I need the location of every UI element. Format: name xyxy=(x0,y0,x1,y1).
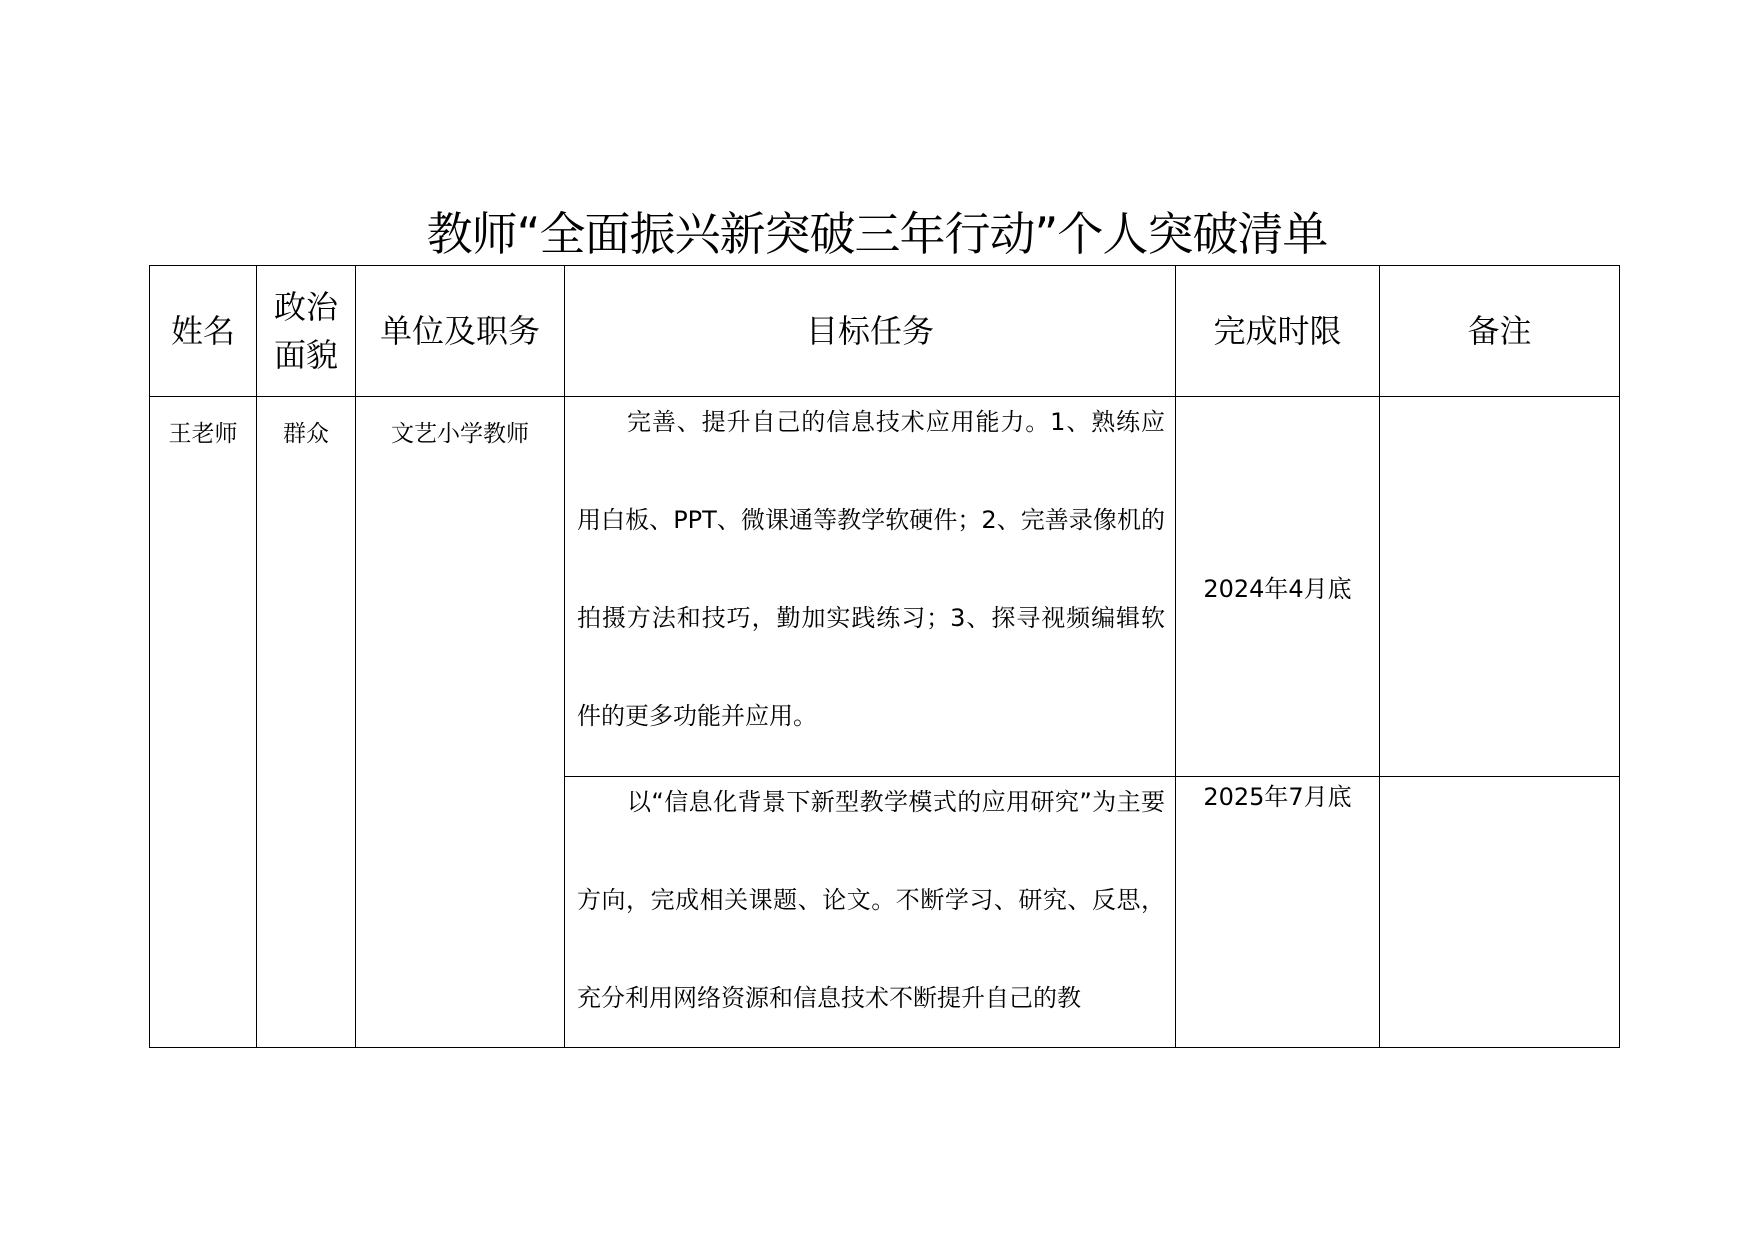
task-cell xyxy=(565,397,1176,777)
person-name-cell xyxy=(150,397,257,1048)
header-political-line1: 政治 xyxy=(273,288,338,326)
deadline-cell: 2024年4月底 xyxy=(1176,397,1380,777)
deadline-cell: 2025年7月底 xyxy=(1176,777,1380,1048)
unit-position-cell xyxy=(356,397,565,1048)
political-status: 群众 xyxy=(283,421,329,447)
document-title: 教师“全面振兴新突破三年行动”个人突破清单 xyxy=(426,207,1328,261)
header-row xyxy=(150,266,1620,397)
header-remarks: 备注 xyxy=(1380,266,1620,397)
task-text: 以“信息化背景下新型教学模式的应用研究”为主要方向，完成相关课题、论文。不断学习、研究、反思，充分利用网络资源和信息技术不断提升自己的教 xyxy=(577,788,1165,1012)
remarks-cell xyxy=(1380,397,1620,777)
unit-position: 文艺小学教师 xyxy=(391,421,529,447)
task-cell xyxy=(565,777,1176,1048)
header-deadline: 完成时限 xyxy=(1176,266,1380,397)
header-unit-position: 单位及职务 xyxy=(356,266,565,397)
breakthrough-table xyxy=(149,265,1620,1048)
political-status-cell xyxy=(257,397,356,1048)
table-row xyxy=(150,397,1620,777)
person-name: 王老师 xyxy=(168,421,238,447)
header-political-line2: 面貌 xyxy=(273,336,338,374)
header-political-status xyxy=(257,266,356,397)
remarks-cell xyxy=(1380,777,1620,1048)
header-target-task: 目标任务 xyxy=(565,266,1176,397)
header-name: 姓名 xyxy=(150,266,257,397)
task-text: 完善、提升自己的信息技术应用能力。1、熟练应用白板、PPT、微课通等教学软硬件；2、完善录像机的拍摄方法和技巧，勤加实践练习；3、探寻视频编辑软件的更多功能并应用。 xyxy=(577,408,1165,730)
